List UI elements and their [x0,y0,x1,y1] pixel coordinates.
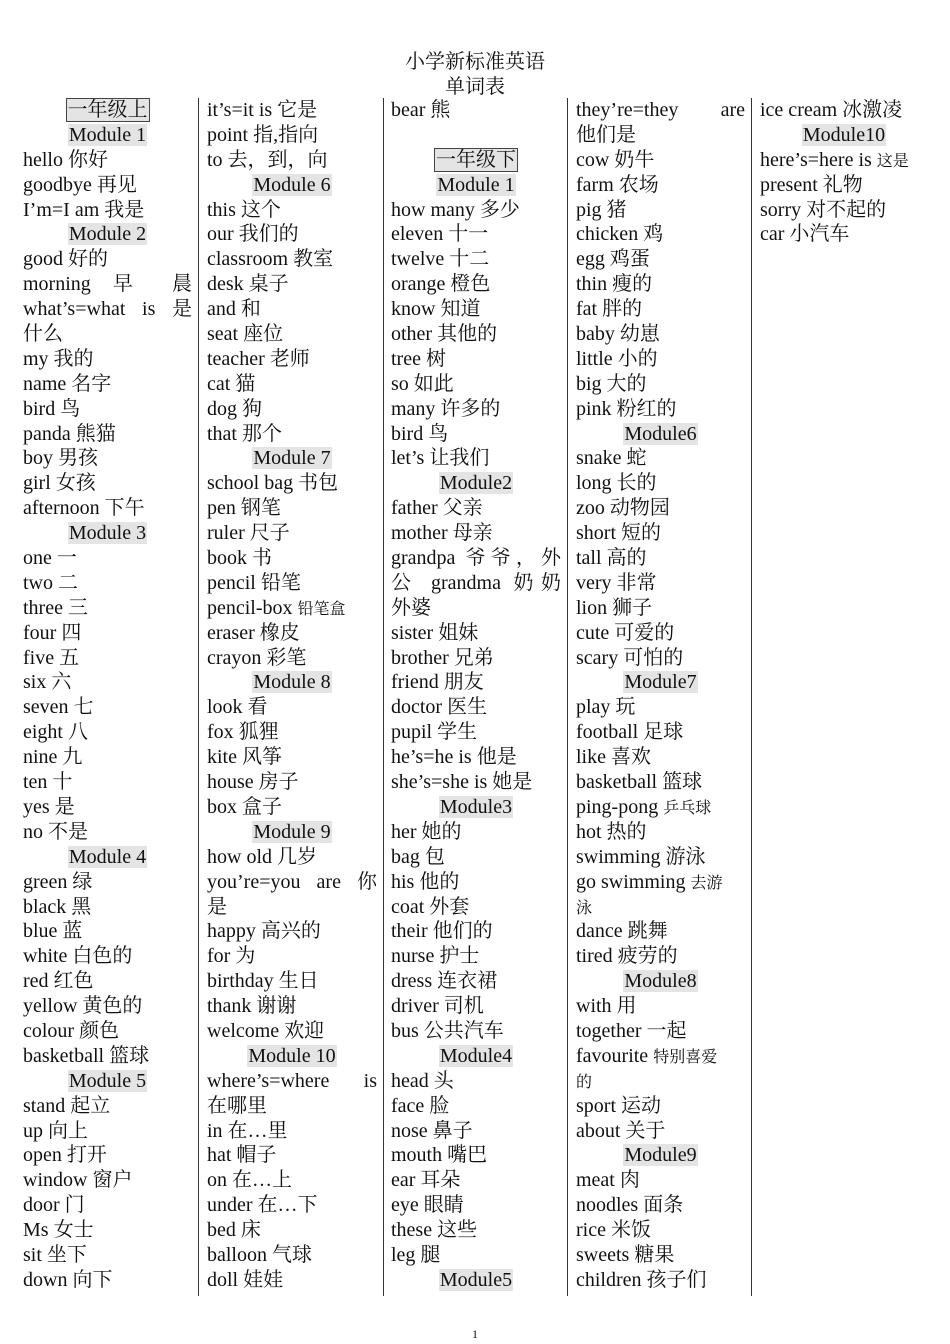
vocab-entry: doctor 医生 [391,696,488,719]
module-heading: Module 1 [437,173,515,196]
vocab-entry: other 其他的 [391,323,498,346]
page-number: 1 [472,1327,478,1341]
vocab-entry: school bag 书包 [207,472,339,495]
vocab-entry: 什么 [23,323,63,346]
vocab-entry: under 在…下 [207,1194,318,1217]
vocab-entry: swimming 游泳 [576,845,706,868]
vocab-entry: white 白色的 [23,945,133,968]
vocab-entry: no 不是 [23,820,88,843]
vocab-entry: seven 七 [23,696,94,719]
vocab-entry: door 门 [23,1194,85,1217]
vocab-entry: open 打开 [23,1144,107,1167]
vocab-entry: yellow 黄色的 [23,995,143,1018]
vocab-entry: Ms 女士 [23,1219,94,1242]
vocab-entry: fox 狐狸 [207,721,279,744]
vocab-entry: baby 幼崽 [576,323,660,346]
vocab-entry: hat 帽子 [207,1144,277,1167]
vocab-entry: eight 八 [23,721,88,744]
vocab-entry: sweets 糖果 [576,1243,675,1266]
vocab-entry: rice 米饭 [576,1219,651,1242]
module-heading: Module2 [439,472,513,495]
vocab-entry: stand 起立 [23,1094,111,1117]
vocab-entry: short 短的 [576,522,661,545]
vocab-entry: father 父亲 [391,497,483,520]
vocab-entry: crayon 彩笔 [207,646,307,669]
vocab-entry: 在哪里 [207,1094,267,1117]
vocab-entry: orange 橙色 [391,273,491,296]
vocab-entry: 外婆 [391,596,431,619]
vocab-entry: boy 男孩 [23,447,98,470]
vocab-entry: twelve 十二 [391,248,490,271]
vocab-entry: sister 姐妹 [391,621,479,644]
vocab-entry: big 大的 [576,372,647,395]
vocab-entry: cat 猫 [207,372,256,395]
vocab-entry: zoo 动物园 [576,497,670,520]
vocab-entry: yes 是 [23,795,75,818]
vocab-entry: cute 可爱的 [576,621,675,644]
vocab-entry: little 小的 [576,347,658,370]
module-heading: Module 5 [68,1069,147,1092]
vocab-entry: sport 运动 [576,1094,661,1117]
vocab-entry: up 向上 [23,1119,88,1142]
vocab-entry: thin 瘦的 [576,273,653,296]
vocab-entry: goodbye 再见 [23,173,137,196]
word-column [570,98,752,1296]
vocab-entry: red 红色 [23,970,94,993]
vocab-entry: how old 几岁 [207,845,317,868]
vocab-entry: seat 座位 [207,323,284,346]
module-heading: Module6 [624,422,697,445]
vocab-entry: farm 农场 [576,173,659,196]
vocab-entry: and 和 [207,298,261,321]
vocab-entry: 的 [576,1073,593,1091]
vocab-entry: together 一起 [576,1019,687,1042]
vocab-entry: children 孩子们 [576,1268,707,1291]
vocab-entry: cow 奶牛 [576,148,655,171]
vocab-entry: window 窗户 [23,1169,133,1192]
module-heading: Module8 [624,970,697,993]
module-heading: Module5 [439,1268,513,1291]
word-column [385,98,568,1296]
vocab-entry: brother 兄弟 [391,646,494,669]
vocab-entry: bus 公共汽车 [391,1019,504,1042]
module-heading: Module 6 [253,173,331,196]
vocab-entry: ruler 尺子 [207,522,290,545]
vocab-entry: pencil 铅笔 [207,571,301,594]
vocab-entry: pen 钢笔 [207,497,281,520]
vocab-entry: desk 桌子 [207,273,289,296]
word-column [17,98,199,1296]
vocab-entry: hot 热的 [576,820,647,843]
module-heading: Module 9 [253,820,331,843]
vocab-entry: welcome 欢迎 [207,1019,325,1042]
vocab-entry: five 五 [23,646,80,669]
vocab-entry: tall 高的 [576,547,647,570]
vocab-entry: know 知道 [391,298,481,321]
vocab-entry: good 好的 [23,248,108,271]
module-heading: Module9 [624,1144,697,1167]
vocab-entry: dress 连衣裙 [391,970,498,993]
module-heading: Module 4 [68,845,147,868]
vocab-entry: football 足球 [576,721,684,744]
module-heading: Module10 [802,123,886,146]
vocab-entry: how many 多少 [391,198,520,221]
vocab-entry: point 指,指向 [207,123,319,146]
vocab-entry: play 玩 [576,696,636,719]
vocab-entry: tired 疲劳的 [576,945,678,968]
vocab-entry: he’s=he is 他是 [391,746,517,769]
vocab-entry: house 房子 [207,771,299,794]
vocab-entry: egg 鸡蛋 [576,248,650,271]
module-heading: Module 2 [68,223,147,246]
vocab-entry: six 六 [23,671,72,694]
vocab-entry: mouth 嘴巴 [391,1144,488,1167]
vocab-entry: you’re=you are 你 [207,870,377,893]
vocab-entry: morning 早 晨 [23,273,192,296]
vocab-entry: name 名字 [23,372,112,395]
vocab-entry: let’s 让我们 [391,447,490,470]
module-heading: Module 1 [68,123,147,146]
module-heading: Module4 [439,1044,513,1067]
vocab-entry: that 那个 [207,422,282,445]
grade-heading: 一年级上 [67,99,148,121]
vocab-entry: pig 猪 [576,198,627,221]
vocab-entry: in 在…里 [207,1119,288,1142]
vocab-entry: she’s=she is 她是 [391,771,533,794]
module-heading: Module 3 [68,522,147,545]
vocab-entry: with 用 [576,995,637,1018]
title-line-2: 单词表 [445,76,505,98]
blank-line [391,123,561,148]
vocab-entry: ice cream 冰激凌 [760,99,903,121]
vocab-entry: coat 外套 [391,895,470,918]
vocab-entry: they’re=they are [576,99,745,121]
vocab-entry: nurse 护士 [391,945,480,968]
vocab-entry: kite 风筝 [207,746,282,769]
vocab-entry: so 如此 [391,372,454,395]
vocab-entry: what’s=what is 是 [23,298,192,321]
vocab-entry: snake 蛇 [576,447,647,470]
vocab-entry: it’s=it is 它是 [207,99,318,121]
vocab-entry: ear 耳朵 [391,1169,461,1192]
vocab-entry: book 书 [207,547,272,570]
vocab-entry: eraser 橡皮 [207,621,300,644]
vocab-entry: 是 [207,895,227,918]
vocab-entry: four 四 [23,621,82,644]
vocab-entry: their 他们的 [391,920,493,943]
vocab-entry: ping-pong 乒乓球 [576,795,712,818]
vocab-entry: afternoon 下午 [23,497,145,520]
vocab-entry: leg 腿 [391,1243,441,1266]
word-column [201,98,384,1296]
vocab-entry: two 二 [23,571,78,594]
vocab-entry: 他们是 [576,123,636,146]
vocab-entry: many 许多的 [391,397,501,420]
vocab-entry: eye 眼睛 [391,1194,464,1217]
vocab-entry: nose 鼻子 [391,1119,473,1142]
vocab-entry: bed 床 [207,1219,261,1242]
vocab-entry: basketball 篮球 [576,771,703,794]
vocab-entry: bird 鸟 [23,397,81,420]
vocab-entry: three 三 [23,596,88,619]
vocab-entry: mother 母亲 [391,522,493,545]
vocab-entry: one 一 [23,547,77,570]
vocab-entry: these 这些 [391,1219,478,1242]
vocab-entry: chicken 鸡 [576,223,664,246]
vocab-entry: bag 包 [391,845,445,868]
vocab-entry: classroom 教室 [207,248,334,271]
vocab-entry: sit 坐下 [23,1243,87,1266]
vocab-entry: I’m=I am 我是 [23,198,145,221]
vocab-entry: ten 十 [23,771,73,794]
vocab-entry: face 脸 [391,1094,450,1117]
vocab-entry: here’s=here is 这是 [760,148,909,171]
title-line-1: 小学新标准英语 [405,51,545,73]
vocab-entry: black 黑 [23,895,92,918]
vocab-entry: nine 九 [23,746,83,769]
module-heading: Module 10 [248,1044,336,1067]
vocab-entry: meat 肉 [576,1169,640,1192]
vocab-entry: sorry 对不起的 [760,198,887,221]
vocab-entry: eleven 十一 [391,223,489,246]
vocab-entry: tree 树 [391,347,446,370]
vocab-entry: basketball 篮球 [23,1044,150,1067]
vocab-entry: on 在…上 [207,1169,292,1192]
vocab-entry: fat 胖的 [576,298,643,321]
vocab-entry: long 长的 [576,472,657,495]
vocab-entry: 泳 [576,899,593,917]
vocab-entry: car 小汽车 [760,223,850,246]
vocab-entry: panda 熊猫 [23,422,116,445]
vocab-entry: girl 女孩 [23,472,96,495]
vocab-entry: birthday 生日 [207,970,319,993]
vocab-entry: head 头 [391,1069,454,1092]
vocab-entry: pink 粉红的 [576,397,677,420]
vocab-entry: go swimming 去游 [576,870,723,893]
vocab-entry: this 这个 [207,198,281,221]
vocab-entry: grandpa 爷爷，外 [391,547,561,570]
word-column [754,98,934,1296]
vocab-entry: for 为 [207,945,256,968]
vocab-entry: blue 蓝 [23,920,83,943]
vocab-entry: 公 grandma 奶奶 [391,571,561,594]
vocab-entry: balloon 气球 [207,1243,312,1266]
vocab-entry: scary 可怕的 [576,646,684,669]
module-heading: Module3 [439,795,513,818]
document-title [0,50,950,100]
vocab-entry: favourite 特别喜爱 [576,1044,718,1067]
vocab-entry: lion 狮子 [576,596,653,619]
grade-heading: 一年级下 [436,148,516,171]
module-heading: Module 7 [253,447,331,470]
vocab-entry: like 喜欢 [576,746,651,769]
vocab-entry: where’s=where is [207,1069,377,1092]
vocab-entry: colour 颜色 [23,1019,120,1042]
vocab-entry: box 盒子 [207,795,282,818]
vocab-entry: dog 狗 [207,397,262,420]
vocab-entry: bird 鸟 [391,422,449,445]
vocab-entry: driver 司机 [391,995,484,1018]
vocab-entry: dance 跳舞 [576,920,668,943]
vocab-entry: her 她的 [391,820,462,843]
vocab-entry: green 绿 [23,870,93,893]
vocab-entry: doll 娃娃 [207,1268,284,1291]
vocab-entry: hello 你好 [23,148,108,171]
vocab-entry: to 去，到，向 [207,148,328,171]
vocab-entry: thank 谢谢 [207,995,297,1018]
vocab-entry: about 关于 [576,1119,666,1142]
vocab-entry: down 向下 [23,1268,113,1291]
vocab-entry: my 我的 [23,347,94,370]
vocab-entry: teacher 老师 [207,347,310,370]
vocab-entry: look 看 [207,696,268,719]
module-heading: Module7 [624,671,697,694]
vocab-entry: bear 熊 [391,99,451,121]
vocab-entry: our 我们的 [207,223,299,246]
vocab-entry: pencil-box 铅笔盒 [207,596,346,619]
vocab-entry: his 他的 [391,870,460,893]
vocab-entry: very 非常 [576,571,657,594]
vocab-entry: friend 朋友 [391,671,484,694]
vocab-entry: noodles 面条 [576,1194,684,1217]
module-heading: Module 8 [253,671,331,694]
vocab-entry: present 礼物 [760,173,863,196]
vocab-entry: happy 高兴的 [207,920,321,943]
vocab-entry: pupil 学生 [391,721,478,744]
